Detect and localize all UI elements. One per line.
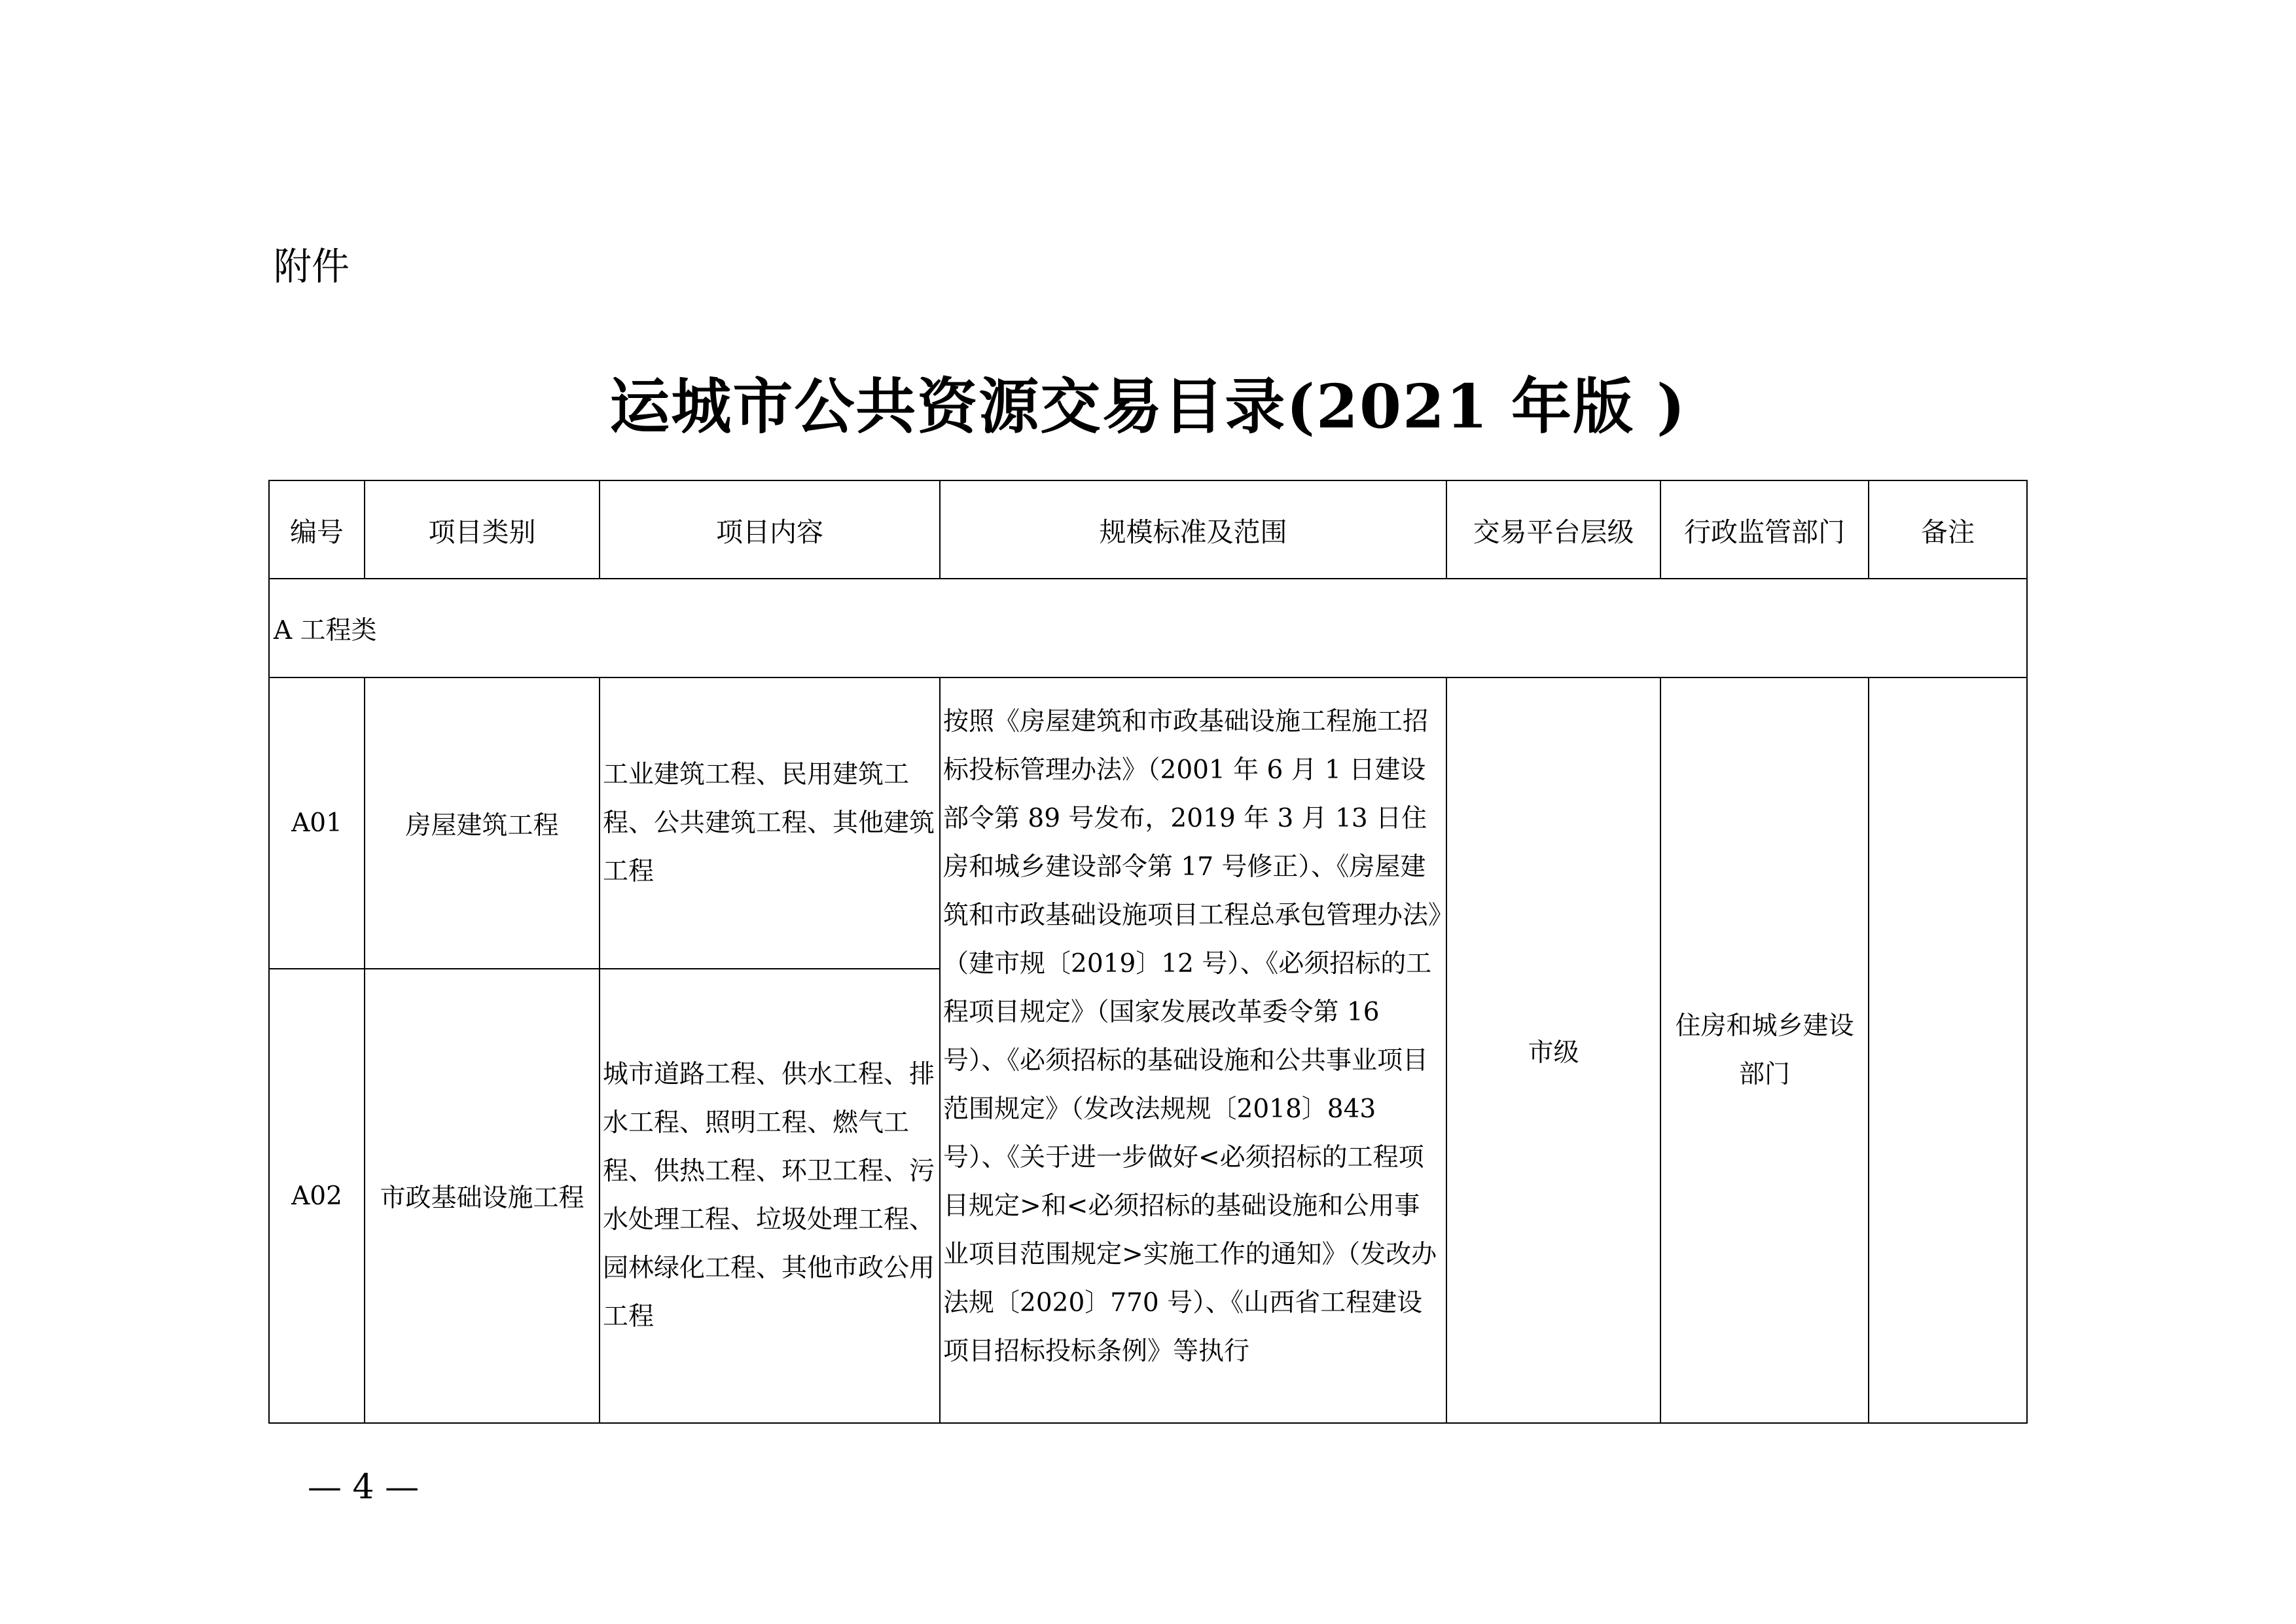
row-a01-category: 房屋建筑工程 (364, 677, 600, 969)
row-a01-content: 工业建筑工程、民用建筑工程、公共建筑工程、其他建筑工程 (599, 677, 941, 969)
department-cell: 住房和城乡建设部门 (1660, 677, 1869, 1424)
row-a02-category: 市政基础设施工程 (364, 968, 600, 1424)
row-a01-number: A01 (268, 677, 365, 969)
page-number: — 4 — (308, 1468, 420, 1507)
section-row: A 工程类 (268, 578, 2028, 678)
header-department: 行政监管部门 (1660, 480, 1869, 579)
attachment-label: 附件 (274, 244, 350, 289)
header-remarks: 备注 (1868, 480, 2028, 579)
header-category: 项目类别 (364, 480, 600, 579)
header-content: 项目内容 (599, 480, 941, 579)
remarks-cell (1868, 677, 2028, 1424)
header-scale: 规模标准及范围 (939, 480, 1447, 579)
platform-level-cell: 市级 (1446, 677, 1661, 1424)
header-platform-level: 交易平台层级 (1446, 480, 1661, 579)
document-title: 运城市公共资源交易目录(2021 年版 ) (609, 371, 1687, 442)
scale-standard-cell: 按照《房屋建筑和市政基础设施工程施工招标投标管理办法》（2001 年 6 月 1 日建设部令第 89 号发布，2019 年 3 月 13 日住房和城乡建设部令第 17 号修正）、《房屋建筑和市政基础设施项目工程总承包管理办法》（建市规〔2019〕12 号）、《必须招标的工程项目规定》（国家发展改革委令第 16 号）、《必须招标的基础设施和公共事业项目范围规定》（发改法规规〔2018〕843 号）、《关于进一步做好<必须招标的工程项目规定>和<必须招标的基础设施和公用事业项目范围规定>实施工作的通知》（发改办法规〔2020〕770 号）、《山西省工程建设项目招标投标条例》等执行 (939, 677, 1447, 1424)
row-a02-content: 城市道路工程、供水工程、排水工程、照明工程、燃气工程、供热工程、环卫工程、污水处理工程、垃圾处理工程、园林绿化工程、其他市政公用工程 (599, 968, 941, 1424)
header-number: 编号 (268, 480, 365, 579)
row-a02-number: A02 (268, 968, 365, 1424)
